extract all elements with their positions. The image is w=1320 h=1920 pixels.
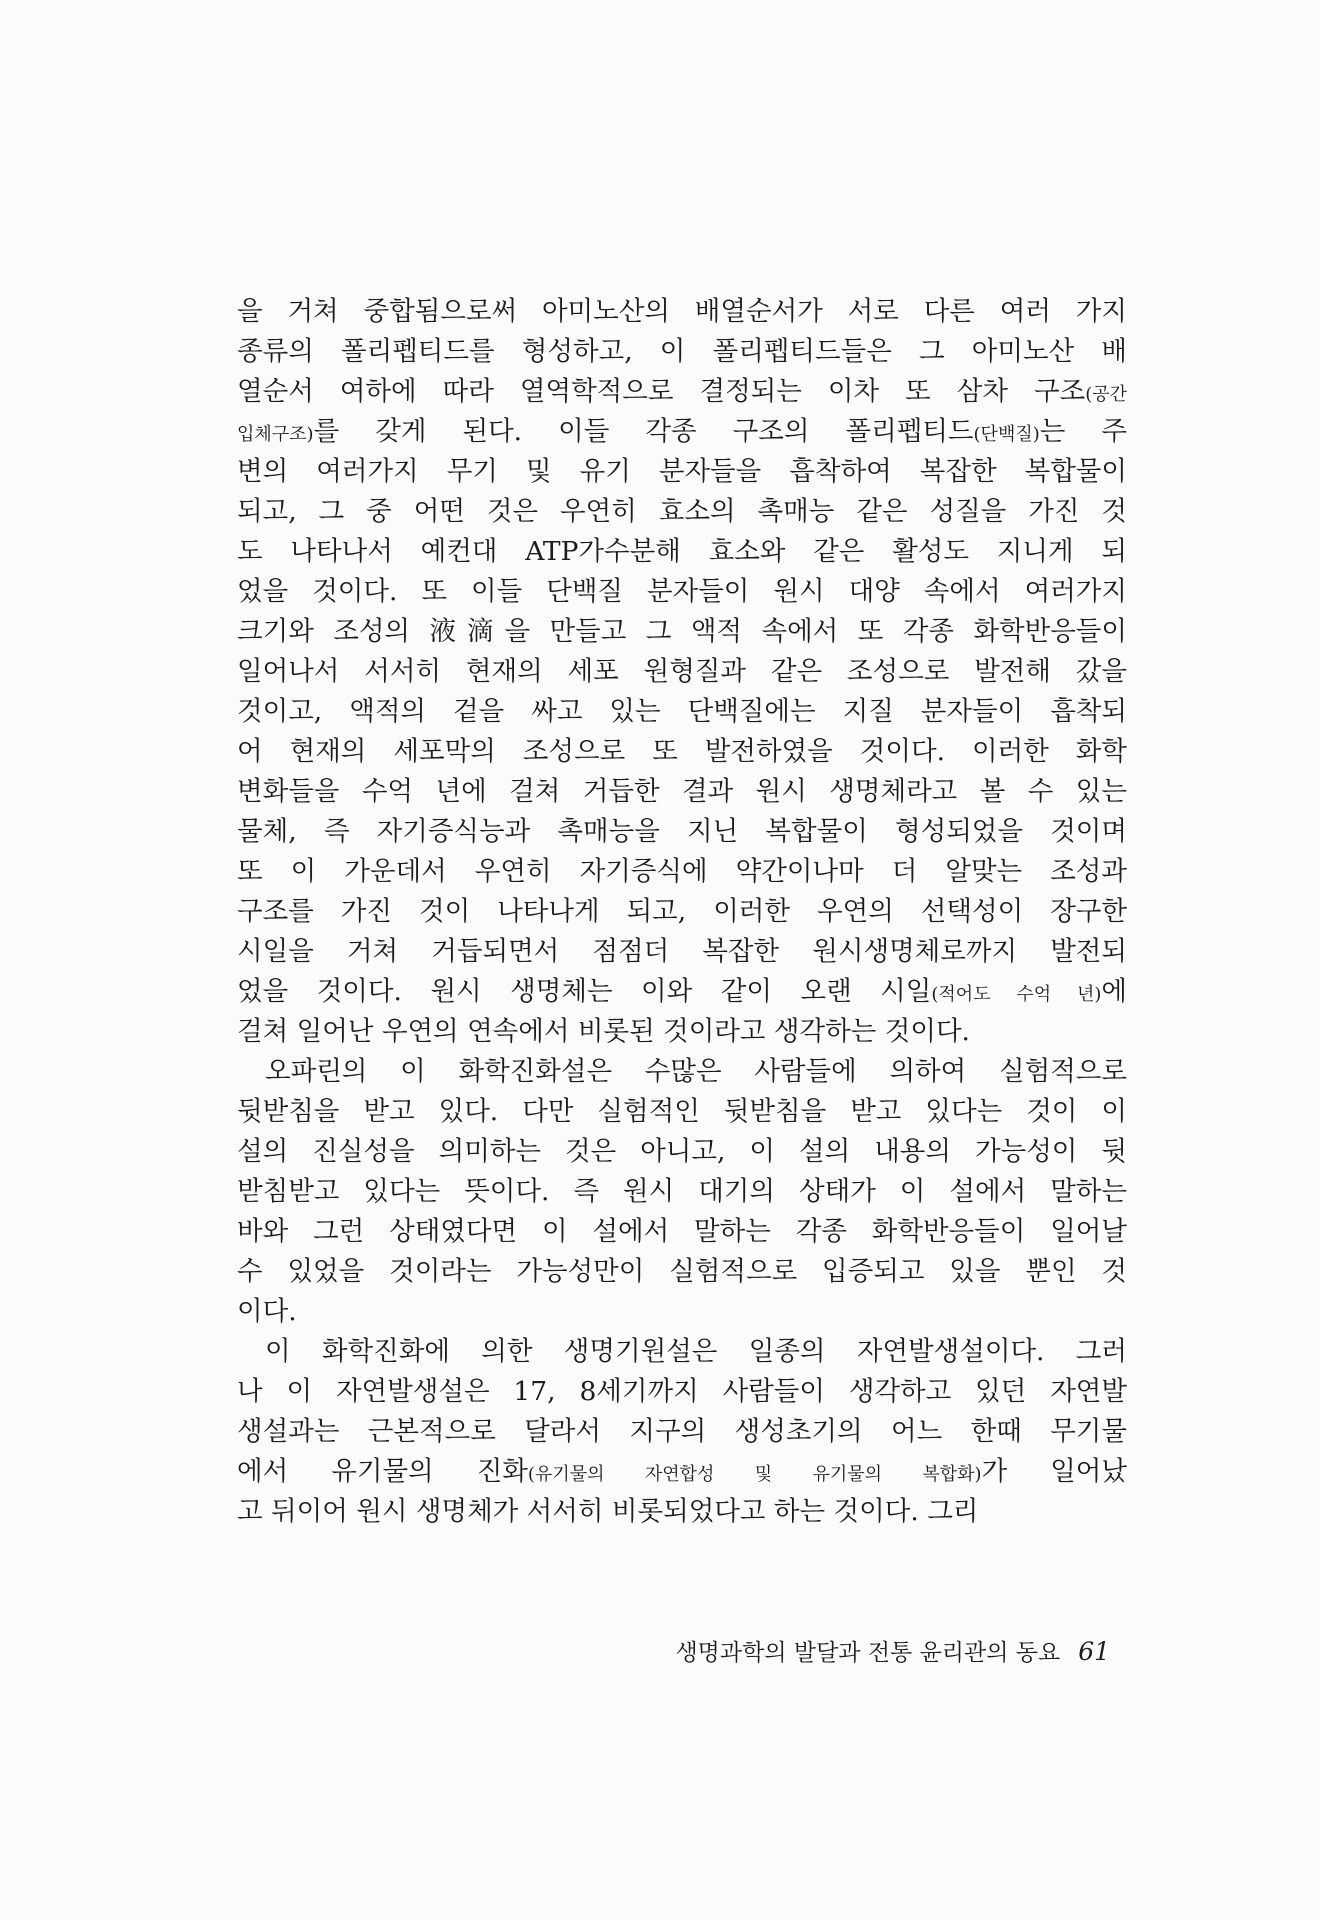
text-line [237,572,1127,612]
paragraph [237,1332,1127,1532]
text-line [237,1212,1127,1252]
line-segment: 시일을 거쳐 거듭되면서 점점더 복잡한 원시생명체로까지 발전되 [237,936,1127,967]
text-line [237,1172,1127,1212]
line-segment: 가 일어났 [981,1456,1127,1487]
line-segment: 받침받고 있다는 뜻이다. 즉 원시 대기의 상태가 이 설에서 말하는 [237,1176,1127,1207]
text-line [237,732,1127,772]
body-text [237,292,1127,1532]
text-line [237,452,1127,492]
annotation-text: (공간 [1085,384,1127,405]
paragraph [237,292,1127,1052]
line-segment: 설의 진실성을 의미하는 것은 아니고, 이 설의 내용의 가능성이 뒷 [237,1136,1127,1167]
text-line [237,492,1127,532]
line-segment: 되고, 그 중 어떤 것은 우연히 효소의 촉매능 같은 성질을 가진 것 [237,496,1127,527]
line-segment: 물체, 즉 자기증식능과 촉매능을 지닌 복합물이 형성되었을 것이며 [237,816,1127,847]
line-segment: 도 나타나서 예컨대 ATP가수분해 효소와 같은 활성도 지니게 되 [237,536,1127,567]
text-line [237,412,1127,452]
line-segment: 크기와 조성의 液滴을 만들고 그 액적 속에서 또 각종 화학반응들이 [237,616,1127,647]
text-line [237,532,1127,572]
line-segment: 것이고, 액적의 겉을 싸고 있는 단백질에는 지질 분자들이 흡착되 [237,696,1127,727]
text-line [237,1132,1127,1172]
annotation-text: (단백질) [973,424,1040,445]
line-segment: 변화들을 수억 년에 걸쳐 거듭한 결과 원시 생명체라고 볼 수 있는 [237,776,1127,807]
line-segment: 에 [1101,976,1127,1007]
line-segment: 를 갖게 된다. 이들 각종 구조의 폴리펩티드 [313,416,974,447]
line-segment: 었을 것이다. 원시 생명체는 이와 같이 오랜 시일 [237,976,932,1007]
text-line [237,1052,1127,1092]
text-line [237,372,1127,412]
text-line [237,1492,1127,1532]
line-segment: 이다. [237,1296,297,1327]
text-line [237,652,1127,692]
page-footer [590,1632,1110,1672]
text-line [237,1252,1127,1292]
text-line [237,972,1127,1012]
text-line [237,1012,1127,1052]
line-segment: 었을 것이다. 또 이들 단백질 분자들이 원시 대양 속에서 여러가지 [237,576,1127,607]
text-line [237,932,1127,972]
running-title: 생명과학의 발달과 전통 윤리관의 동요 [675,1640,1061,1666]
text-line [237,1092,1127,1132]
annotation-text: (적어도 수억 년) [931,984,1102,1005]
line-segment: 나 이 자연발생설은 17, 8세기까지 사람들이 생각하고 있던 자연발 [237,1376,1127,1407]
paragraph [237,1052,1127,1332]
text-line [237,1372,1127,1412]
line-segment: 변의 여러가지 무기 및 유기 분자들을 흡착하여 복잡한 복합물이 [237,456,1127,487]
text-line [237,812,1127,852]
line-segment: 열순서 여하에 따라 열역학적으로 결정되는 이차 또 삼차 구조 [237,376,1086,407]
text-line [237,612,1127,652]
line-segment: 종류의 폴리펩티드를 형성하고, 이 폴리펩티드들은 그 아미노산 배 [237,336,1127,367]
text-line [237,692,1127,732]
line-segment: 는 주 [1039,416,1127,447]
line-segment: 을 거쳐 중합됨으로써 아미노산의 배열순서가 서로 다른 여러 가지 [237,296,1127,327]
line-segment: 일어나서 서서히 현재의 세포 원형질과 같은 조성으로 발전해 갔을 [237,656,1127,687]
text-line [237,852,1127,892]
text-line [237,1332,1127,1372]
text-line [237,1452,1127,1492]
text-line [237,332,1127,372]
text-line [237,1292,1127,1332]
line-segment: 구조를 가진 것이 나타나게 되고, 이러한 우연의 선택성이 장구한 [237,896,1127,927]
line-segment: 어 현재의 세포막의 조성으로 또 발전하였을 것이다. 이러한 화학 [237,736,1127,767]
line-segment: 뒷받침을 받고 있다. 다만 실험적인 뒷받침을 받고 있다는 것이 이 [237,1096,1127,1127]
page-number: 61 [1078,1637,1110,1666]
text-line [237,892,1127,932]
line-segment: 고 뒤이어 원시 생명체가 서서히 비롯되었다고 하는 것이다. 그리 [237,1496,979,1527]
line-segment: 에서 유기물의 진화 [237,1456,528,1487]
line-segment: 또 이 가운데서 우연히 자기증식에 약간이나마 더 알맞는 조성과 [237,856,1127,887]
line-segment: 오파린의 이 화학진화설은 수많은 사람들에 의하여 실험적으로 [265,1056,1127,1087]
line-segment: 이 화학진화에 의한 생명기원설은 일종의 자연발생설이다. 그러 [265,1336,1127,1367]
line-segment: 바와 그런 상태였다면 이 설에서 말하는 각종 화학반응들이 일어날 [237,1216,1127,1247]
annotation-text: (유기물의 자연합성 및 유기물의 복합화) [527,1464,982,1485]
annotation-text: 입체구조) [237,424,314,445]
line-segment: 걸쳐 일어난 우연의 연속에서 비롯된 것이라고 생각하는 것이다. [237,1016,970,1047]
line-segment: 수 있었을 것이라는 가능성만이 실험적으로 입증되고 있을 뿐인 것 [237,1256,1127,1287]
text-line [237,1412,1127,1452]
line-segment: 생설과는 근본적으로 달라서 지구의 생성초기의 어느 한때 무기물 [237,1416,1127,1447]
text-line [237,292,1127,332]
text-line [237,772,1127,812]
